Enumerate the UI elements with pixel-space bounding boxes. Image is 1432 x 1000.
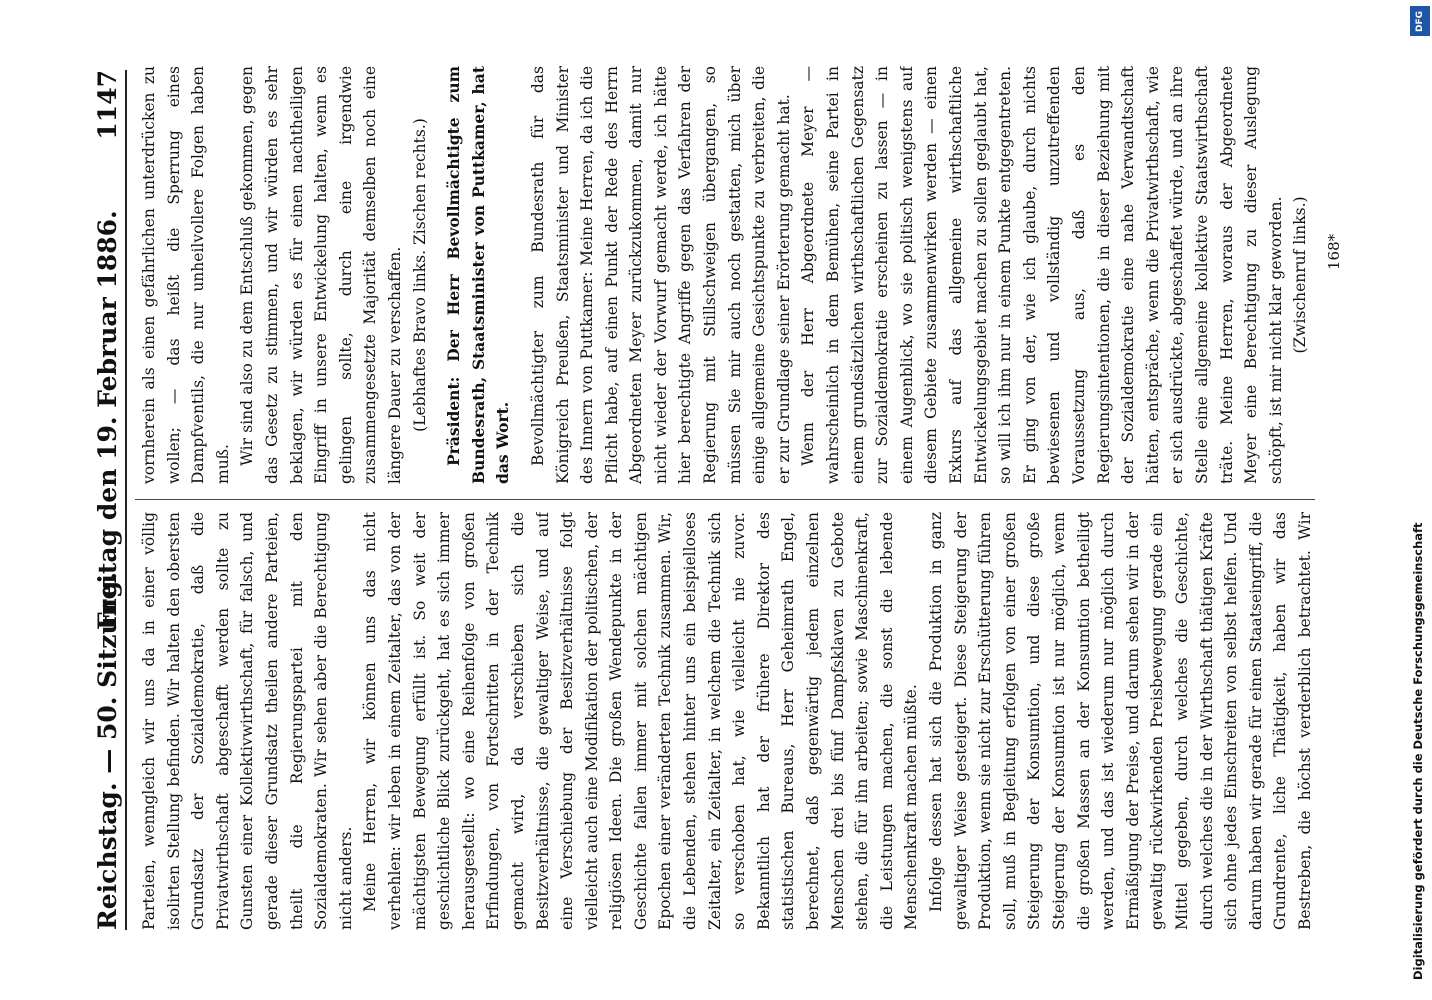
interjection: (Zwischenruf links.) <box>1291 196 1310 354</box>
paragraph: Wir sind also zu dem Entschluß gekommen, gegen das Gesetz zu stimmen, und wir würden es sehr beklagen, wir würden es für einen nachtheiligen Eingriff in unsere Entwickelung halten, wenn es gelingen sollte, durch eine irgendwie zusammengesetzte Majorität demselben noch eine längere Dauer zu verschaffen. <box>238 66 404 484</box>
dfg-credit-text: Digitalisierung gefördert durch die Deutsche Forschungsgemeinschaft <box>1411 522 1425 980</box>
paragraph: Meine Herren, wir können uns das nicht verhehlen: wir leben in einem Zeitalter, das von der mächtigsten Bewegung erfüllt ist. So weit der geschichtliche Blick zurückgeht, hat es sich immer herausgestellt: wo eine Reihenfolge von großen Erfindungen, von Fortschritten in der Technik gemacht wird, da verschieben sich die Besitzverhältnisse, die gewaltiger Weise, und auf eine Verschiebung der Besitzverhältnisse folgt vielleicht auch eine Modifikation der politischen, der religiösen Ideen. Die großen Wendepunkte in der Geschichte fallen immer mit solchen mächtigen Epochen einer veränderten Technik zusammen. Wir, die Lebenden, stehen hinter uns ein beispielloses Zeitalter, ein Zeitalter, in welchem die Technik sich so verschoben hat, wie vielleicht nie zuvor. Bekanntlich hat der frühere Direktor des statistischen Bureaus, Herr Geheimrath Engel, berechnet, daß gegenwärtig jedem einzelnen Menschen drei bis fünf Dampfsklaven zu Gebote stehen, die für ihn arbeiten; sowie Maschinenkraft, die Leistungen machen, die sonst die lebende Menschenkraft machen müßte. <box>361 512 921 930</box>
right-column <box>137 66 1317 484</box>
speaker-paragraph: Präsident: Der Herr Bevollmächtigte zum Bundesrath, Staatsminister von Puttkamer, hat das Wort. <box>444 66 513 484</box>
paragraph: vornherein als einen gefährlichen unterdrücken zu wollen; — das heißt die Sperrung eines Dampfventils, die nur unheilvollere Folgen haben muß. <box>140 66 232 484</box>
column-divider <box>135 499 1315 500</box>
speaker-paragraph: Bevollmächtigter zum Bundesrath für das Königreich Preußen, Staatsminister und Minister des Innern von Puttkamer: Meine Herren, da ich die Pflicht habe, auf einen Punkt der Rede des Herrn Abgeordneten Meyer zurückzukommen, damit nur nicht wieder der Vorwurf gemacht werde, ich hätte hier berechtigte Angriffe gegen das Verfahren der Regierung mit Stillschweigen übergangen, so müssen Sie mir auch noch gestatten, mich über einige allgemeine Gesichtspunkte zu verbreiten, die er zur Grundlage seiner Erörterung gemacht hat. <box>528 66 793 484</box>
paragraph: Wenn der Herr Abgeordnete Meyer — wahrscheinlich in dem Bemühen, seine Partei in einem grundsätzlichen wirthschaftlichen Gegensatz zur Sozialdemokratie erscheinen zu lassen — in einem Augenblick, wo sie politisch wenigstens auf diesem Gebiete zusammenwirken werden — einen Exkurs auf das allgemeine wirthschaftliche Entwickelungsgebiet machen zu sollen geglaubt hat, so will ich ihm nur in einem Punkte entgegentreten. Er ging von der, wie ich glaube, durch nichts bewiesenen und vollständig unzutreffenden Voraussetzung aus, daß es den Regierungsintentionen, die in dieser Beziehung mit der Sozialdemokratie eine nahe Verwandtschaft hätten, entspräche, wenn die Privatwirthschaft, wie er sich ausdrückte, abgeschaffet würde, und an ihre Stelle eine allgemeine kollektive Staatswirthschaft träte. Meine Herren, woraus der Abgeordnete Meyer eine Berechtigung zu dieser Auslegung schöpft, ist mir nicht klar geworden. <box>799 66 1285 484</box>
scanned-page <box>55 30 1355 970</box>
left-column <box>137 512 1317 930</box>
header-date: Freitag den 19. Februar 1886. <box>93 210 122 630</box>
header-session: Reichstag. — 50. Sitzung. <box>93 571 122 930</box>
dfg-sidebar <box>1408 0 1432 1000</box>
header-rule <box>125 70 127 930</box>
paragraph: Infolge dessen hat sich die Produktion in ganz gewaltiger Weise gesteigert. Diese Steigerung der Produktion, wenn sie nicht zur Erschütterung führen soll, muß in Begleitung erfolgen von einer großen Steigerung der Konsumtion, und diese große Steigerung der Konsumtion ist nur möglich, wenn die großen Massen an der Konsumtion betheiligt werden, und das ist wiederum nur möglich durch Ermäßigung der Preise, und darum sehen wir in der gewaltig rückwirkenden Preisbewegung gerade ein Mittel gegeben, durch welches die Geschichte, durch welches die in der Wirthschaft thätigen Kräfte sich ohne jedes Einschreiten von selbst helfen. Und darum haben wir gerade für einen Staatseingriff, die Grundrente, liche Thätigkeit, haben wir das Bestreben, die höchst verderblich betrachtet. Wir <box>927 512 1314 930</box>
paragraph <box>1313 66 1317 484</box>
header-page-number: 1147 <box>93 70 122 140</box>
paragraph: Parteien, wenngleich wir uns da in einer völlig isolirten Stellung befinden. Wir halten den obersten Grundsatz der Sozialdemokratie, daß die Privatwirthschaft abgeschafft werden sollte zu Gunsten einer Kollektivwirthschaft, für falsch, und gerade dieser Grundsatz theilen andere Parteien, theilt die Regierungspartei mit den Sozialdemokraten. Wir sehen aber die Berechtigung nicht anders. <box>140 512 355 930</box>
interjection: (Lebhaftes Bravo links. Zischen rechts.) <box>410 118 429 432</box>
dfg-logo: DFG <box>1410 6 1430 36</box>
sheet-signature: 168* <box>1325 233 1343 270</box>
page-header <box>87 70 127 930</box>
